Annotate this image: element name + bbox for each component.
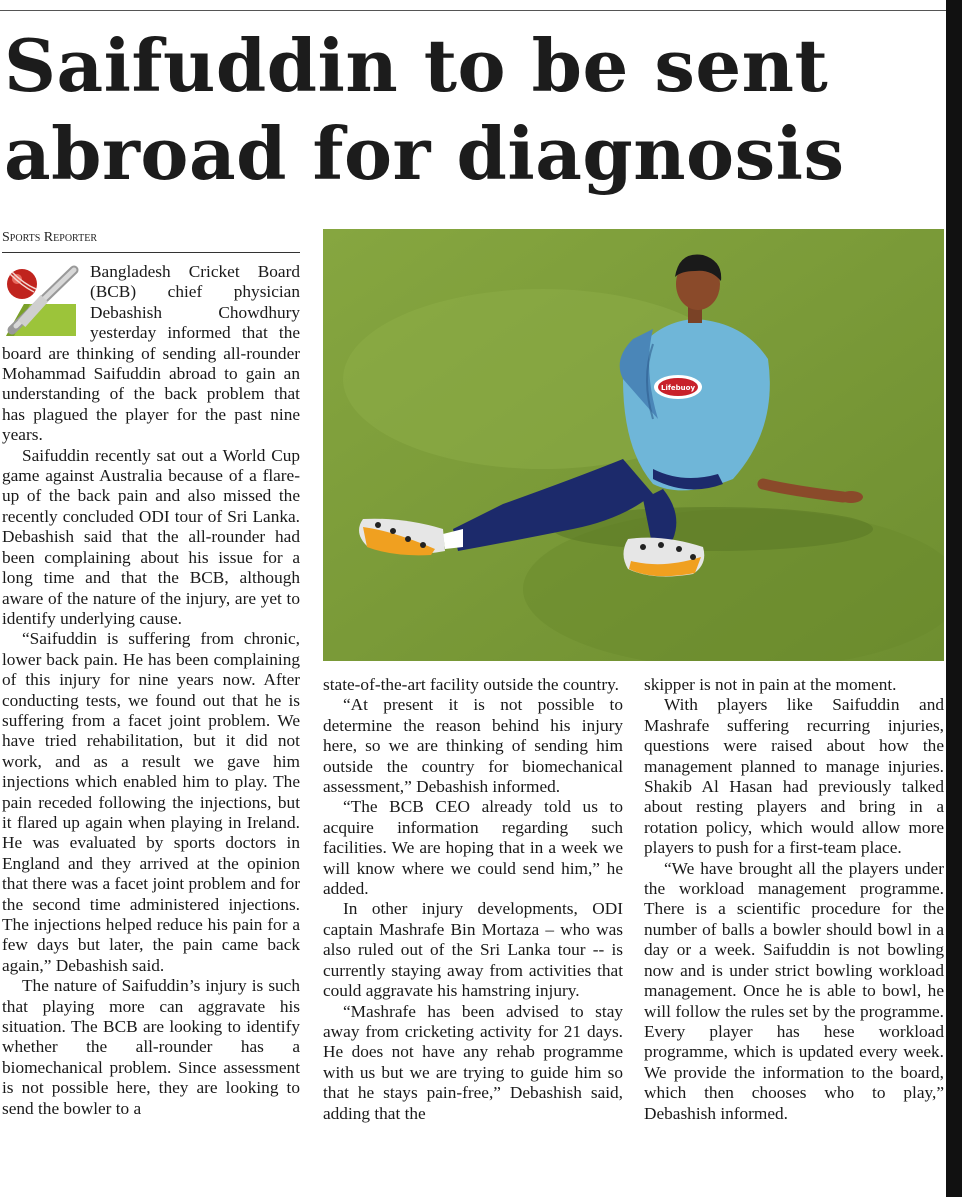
paragraph: The nature of Saifuddin’s injury is such that playing more can aggravate his situation. The BCB are looking to identify whether the all-rounder has a biomechanical problem. Since assessment is not possible here, they are looking to send the bowler to a [2,976,300,1118]
byline: Sports Reporter [2,230,300,253]
top-rule [0,10,946,11]
article-column-1 [2,262,300,1119]
paragraph: “Mashrafe has been advised to stay away from cricketing activity for 21 days. He does not have any rehab programme with us but we are trying to guide him so that he stays pain-free,” Debashish said, adding that the [323,1001,623,1123]
paragraph: “Saifuddin is suffering from chronic, lower back pain. He has been complaining of this injury for nine years now. After conducting tests, we found out that he is suffering from a facet joint problem. We have tried rehabilitation, but it did not work, and as a result we gave him injections which enabled him to play. The pain receded following the injections, but it flared up again when playing in Ireland. He was evaluated by sports doctors in England and they arrived at the opinion that there was a facet joint problem and for the second time administered injections. The injections helped reduce his pain for a few days but later, the pain came back again,” Debashish said. [2,629,300,975]
headline-line-2: abroad for diagnosis [4,111,845,196]
headline [4,22,934,198]
article-column-2 [323,675,623,1124]
jersey-sponsor-text: Lifebuoy [660,384,696,392]
page-edge-bar [946,0,962,1197]
paragraph: “At present it is not possible to determine the reason behind his injury here, so we are thinking of sending him outside the country for biomechanical assessment,” Debashish informed. [323,695,623,797]
paragraph: “The BCB CEO already told us to acquire information regarding such facilities. We are hoping that in a week we will know where we could send him,” he added. [323,797,623,899]
paragraph: With players like Saifuddin and Mashrafe suffering recurring injuries, questions were raised about how the management planned to manage injuries. Shakib Al Hasan had previously talked about resting players and bring in a rotation policy, which would allow more players to push for a first-team place. [644,695,944,858]
paragraph: Saifuddin recently sat out a World Cup game against Australia because of a flare-up of the back pain and also missed the recently concluded ODI tour of Sri Lanka. Debashish said that the all-rounder had been complaining about his issue for a long time and that the BCB, although aware of the nature of the injury, are yet to identify underlying cause. [2,445,300,628]
article-column-3 [644,675,944,1124]
paragraph: Bangladesh Cricket Board (BCB) chief physician Debashish Chowdhury yesterday informed that the board are thinking of sending all-rounder Mohammad Saifuddin abroad to gain an understanding of the back problem that has plagued the player for the past nine years. [2,262,300,445]
paragraph: “We have brought all the players under the workload management programme. There is a scientific procedure for the number of balls a bowler should bowl in a day or a week. Saifuddin is not bowling now and is under strict bowling workload management. Once he is able to bowl, he will follow the rules set by the programme. Every player has hese workload programme, which is updated every week. We provide the information to the board, which then chooses who to play,” Debashish informed. [644,858,944,1123]
photo-player-seated [323,229,944,661]
paragraph: skipper is not in pain at the moment. [644,675,897,694]
paragraph: state-of-the-art facility outside the country. [323,675,619,694]
cricket-ball-bat-icon [2,264,80,338]
headline-line-1: Saifuddin to be sent [4,23,829,108]
paragraph: In other injury developments, ODI captain Mashrafe Bin Mortaza – who was also ruled out of the Sri Lanka tour -- is currently staying away from activities that could aggravate his hamstring injury. [323,899,623,1001]
